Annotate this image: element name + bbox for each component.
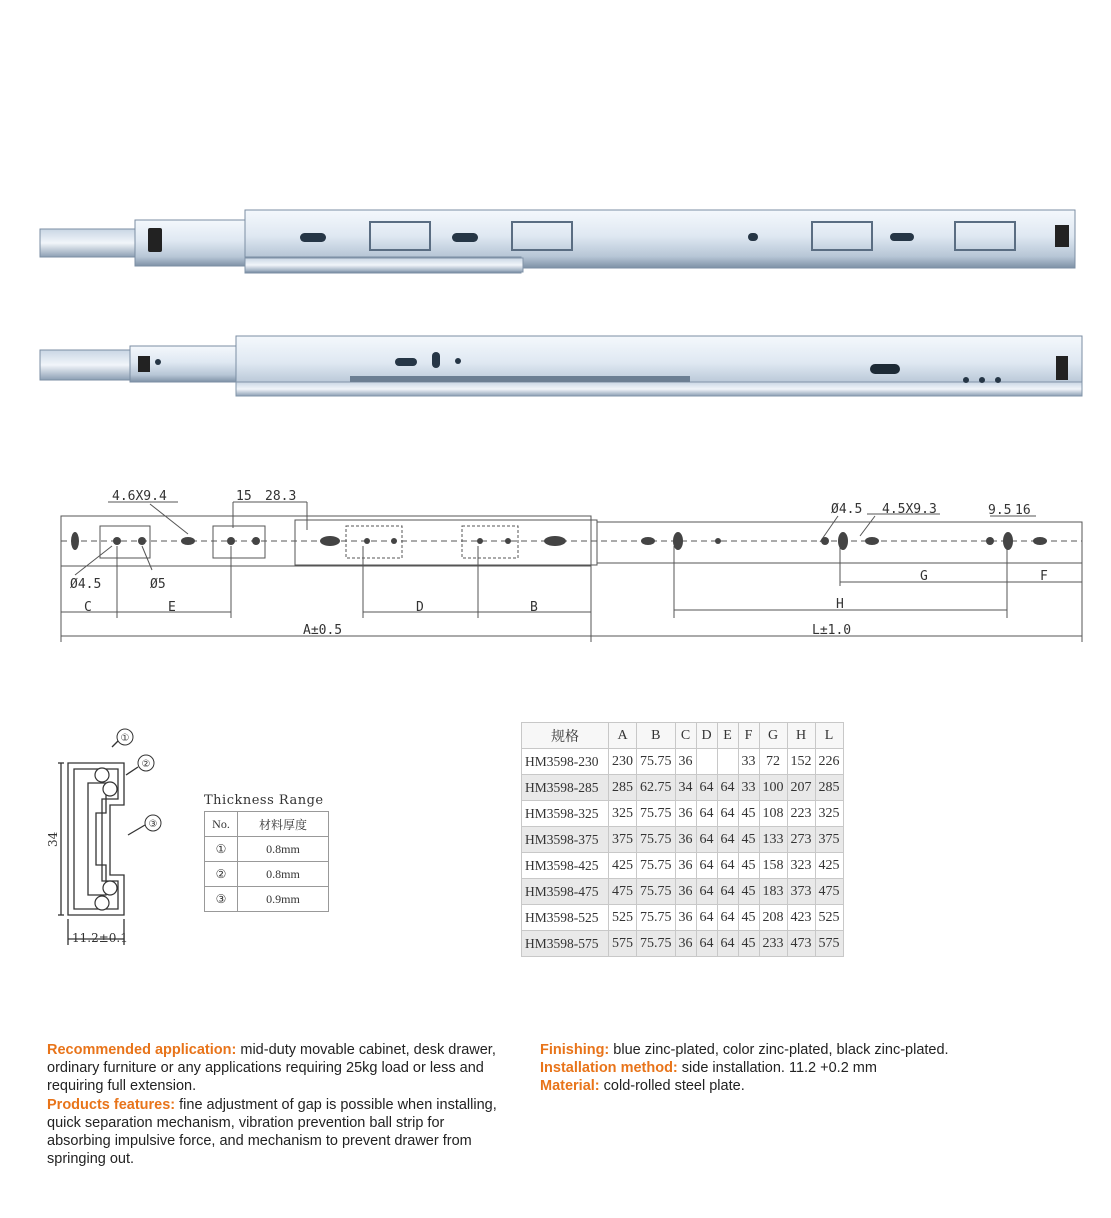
profile-height: 34 [46, 831, 60, 847]
spec-header-row [522, 723, 844, 749]
spec-header-cell: G [759, 723, 787, 749]
profile-cross-section [40, 725, 180, 955]
spec-value-cell: 34 [675, 775, 696, 801]
profile-width: 11.2±0.1 [72, 931, 128, 945]
spec-value-cell: 62.75 [637, 775, 676, 801]
spec-value-cell: 152 [787, 749, 815, 775]
spec-value-cell: 64 [717, 931, 738, 957]
description-left [47, 1041, 507, 1168]
spec-value-cell: 473 [787, 931, 815, 957]
spec-value-cell: 373 [787, 879, 815, 905]
spec-header-cell: 规格 [522, 723, 609, 749]
spec-value-cell: 230 [609, 749, 637, 775]
spec-value-cell: 323 [787, 853, 815, 879]
spec-value-cell: 133 [759, 827, 787, 853]
finishing-text: blue zinc-plated, color zinc-plated, black zinc-plated. [609, 1042, 949, 1058]
product-photo [0, 180, 1111, 420]
spec-value-cell: 64 [717, 801, 738, 827]
spec-value-cell: 575 [609, 931, 637, 957]
spec-value-cell: 525 [609, 905, 637, 931]
spec-value-cell: 233 [759, 931, 787, 957]
spec-value-cell: 36 [675, 749, 696, 775]
thickness-table [204, 811, 329, 912]
spec-model-cell: HM3598-475 [522, 879, 609, 905]
spec-value-cell: 75.75 [637, 853, 676, 879]
spec-value-cell: 64 [696, 853, 717, 879]
spec-header-cell: H [787, 723, 815, 749]
spec-value-cell: 208 [759, 905, 787, 931]
spec-value-cell: 36 [675, 827, 696, 853]
label-d5: Ø5 [150, 577, 166, 592]
thickness-value: 0.9mm [238, 887, 329, 912]
spec-row [522, 853, 844, 879]
spec-value-cell: 223 [787, 801, 815, 827]
label-D: D [416, 600, 424, 615]
thickness-header-value: 材料厚度 [238, 812, 329, 837]
spec-model-cell: HM3598-325 [522, 801, 609, 827]
spec-model-cell: HM3598-525 [522, 905, 609, 931]
thickness-value: 0.8mm [238, 837, 329, 862]
spec-value-cell: 64 [696, 905, 717, 931]
spec-value-cell: 45 [738, 827, 759, 853]
spec-value-cell: 183 [759, 879, 787, 905]
spec-value-cell: 45 [738, 905, 759, 931]
spec-row [522, 801, 844, 827]
spec-value-cell: 285 [815, 775, 843, 801]
spec-value-cell: 273 [787, 827, 815, 853]
label-C: C [84, 600, 92, 615]
spec-row [522, 905, 844, 931]
spec-header-cell: A [609, 723, 637, 749]
slide-rail-extended-view [40, 336, 1082, 396]
thickness-title: Thickness Range [204, 793, 324, 808]
spec-value-cell: 325 [815, 801, 843, 827]
spec-model-cell: HM3598-575 [522, 931, 609, 957]
spec-value-cell: 36 [675, 931, 696, 957]
spec-value-cell: 64 [717, 853, 738, 879]
spec-header-cell: E [717, 723, 738, 749]
label-B: B [530, 600, 538, 615]
spec-value-cell: 64 [696, 775, 717, 801]
thickness-value: 0.8mm [238, 862, 329, 887]
description-right [540, 1041, 1060, 1096]
spec-model-cell: HM3598-375 [522, 827, 609, 853]
spec-value-cell: 375 [609, 827, 637, 853]
spec-value-cell: 36 [675, 801, 696, 827]
spec-value-cell: 423 [787, 905, 815, 931]
thickness-no: ① [205, 837, 238, 862]
spec-value-cell: 64 [717, 827, 738, 853]
spec-value-cell: 64 [717, 775, 738, 801]
spec-row [522, 879, 844, 905]
label-G: G [920, 569, 928, 584]
spec-table [521, 722, 844, 957]
spec-header-cell: B [637, 723, 676, 749]
spec-value-cell: 75.75 [637, 749, 676, 775]
spec-value-cell: 64 [696, 931, 717, 957]
spec-value-cell: 475 [815, 879, 843, 905]
spec-value-cell [717, 749, 738, 775]
label-15: 15 [236, 490, 252, 504]
installation-label: Installation method: [540, 1060, 678, 1077]
thickness-no: ③ [205, 887, 238, 912]
spec-value-cell: 64 [717, 879, 738, 905]
spec-value-cell [696, 749, 717, 775]
callout-3: ③ [148, 819, 158, 830]
slide-rail-side-view [40, 210, 1075, 273]
spec-value-cell: 207 [787, 775, 815, 801]
spec-row [522, 775, 844, 801]
label-28: 28.3 [265, 490, 297, 504]
spec-value-cell: 425 [609, 853, 637, 879]
spec-value-cell: 75.75 [637, 905, 676, 931]
spec-row [522, 749, 844, 775]
spec-value-cell: 285 [609, 775, 637, 801]
label-d45: Ø4.5 [70, 577, 102, 592]
features-label: Products features: [47, 1096, 176, 1113]
spec-model-cell: HM3598-230 [522, 749, 609, 775]
spec-value-cell: 575 [815, 931, 843, 957]
material-label: Material: [540, 1078, 600, 1095]
callout-1: ① [120, 733, 130, 744]
finishing-label: Finishing: [540, 1042, 610, 1058]
spec-value-cell: 108 [759, 801, 787, 827]
spec-value-cell: 33 [738, 749, 759, 775]
spec-value-cell: 425 [815, 853, 843, 879]
label-L: L±1.0 [812, 623, 852, 638]
label-H: H [836, 597, 844, 612]
spec-header-cell: C [675, 723, 696, 749]
spec-value-cell: 75.75 [637, 879, 676, 905]
spec-value-cell: 45 [738, 879, 759, 905]
spec-value-cell: 475 [609, 879, 637, 905]
spec-value-cell: 100 [759, 775, 787, 801]
label-hole-right: Ø4.5 [831, 502, 863, 517]
spec-header-cell: D [696, 723, 717, 749]
spec-value-cell: 64 [696, 879, 717, 905]
dimension-drawing [0, 490, 1111, 650]
spec-value-cell: 64 [717, 905, 738, 931]
spec-value-cell: 33 [738, 775, 759, 801]
spec-value-cell: 75.75 [637, 801, 676, 827]
spec-value-cell: 64 [696, 827, 717, 853]
spec-value-cell: 36 [675, 879, 696, 905]
spec-value-cell: 72 [759, 749, 787, 775]
spec-value-cell: 75.75 [637, 827, 676, 853]
spec-row [522, 931, 844, 957]
spec-row [522, 827, 844, 853]
label-95: 9.5 [988, 503, 1012, 518]
spec-value-cell: 375 [815, 827, 843, 853]
installation-text: side installation. 11.2 +0.2 mm [677, 1060, 877, 1077]
spec-header-cell: F [738, 723, 759, 749]
material-text: cold-rolled steel plate. [599, 1078, 745, 1095]
label-A: A±0.5 [303, 623, 343, 638]
callout-2: ② [141, 759, 151, 770]
features-text: fine adjustment of gap is possible when installing, quick separation mechanism, vibration prevention ball strip for absorbing impulsive force, and mechanism to prevent drawer from springing out. [47, 1096, 497, 1168]
label-slot-left: 4.6X9.4 [112, 490, 167, 504]
spec-value-cell: 36 [675, 905, 696, 931]
spec-header-cell: L [815, 723, 843, 749]
spec-value-cell: 45 [738, 801, 759, 827]
spec-value-cell: 45 [738, 931, 759, 957]
spec-value-cell: 75.75 [637, 931, 676, 957]
spec-value-cell: 45 [738, 853, 759, 879]
spec-value-cell: 64 [696, 801, 717, 827]
spec-model-cell: HM3598-425 [522, 853, 609, 879]
label-F: F [1040, 569, 1048, 584]
label-slot-right: 4.5X9.3 [882, 502, 937, 517]
spec-value-cell: 325 [609, 801, 637, 827]
spec-value-cell: 525 [815, 905, 843, 931]
application-label: Recommended application: [47, 1042, 237, 1058]
spec-value-cell: 158 [759, 853, 787, 879]
thickness-header-no: No. [205, 812, 238, 837]
thickness-no: ② [205, 862, 238, 887]
application-text: mid-duty movable cabinet, desk drawer, ordinary furniture or any applications requiring 25kg load or less and requiring full extension. [47, 1042, 496, 1095]
label-E: E [168, 600, 176, 615]
spec-value-cell: 36 [675, 853, 696, 879]
label-16: 16 [1015, 503, 1031, 518]
spec-model-cell: HM3598-285 [522, 775, 609, 801]
spec-value-cell: 226 [815, 749, 843, 775]
